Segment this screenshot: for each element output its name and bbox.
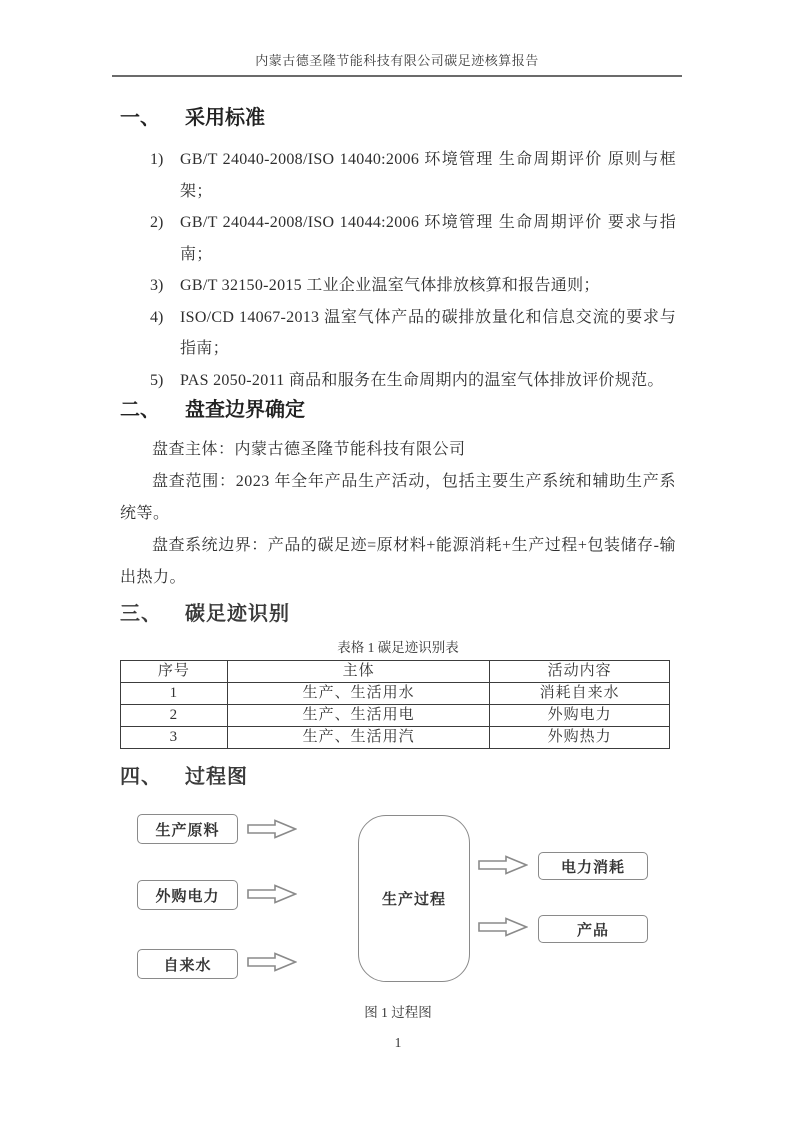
column-header-subject: 主体 [227,661,490,683]
diagram-node-raw-materials: 生产原料 [137,814,238,844]
table-row [121,727,670,749]
section-title: 采用标准 [185,107,265,129]
section-number: 三、 [120,603,162,625]
diagram-node-power-consumption: 电力消耗 [538,852,648,880]
section-heading-boundary [120,396,676,424]
section-heading-standards [120,104,676,132]
item-text: GB/T 32150-2015 工业企业温室气体排放核算和报告通则； [180,277,600,294]
diagram-node-production-process: 生产过程 [358,815,470,982]
item-number: 1) [150,151,164,168]
page-number: 1 [394,1035,402,1050]
page-content [120,96,676,1051]
figure-caption: 图 1 过程图 [364,1005,432,1020]
right-arrow-icon [247,952,297,972]
diagram-node-purchased-power: 外购电力 [137,880,238,910]
standards-list [120,144,676,396]
cell-subject: 生产、生活用水 [227,683,490,705]
item-text: ISO/CD 14067-2013 温室气体产品的碳排放量化和信息交流的要求与指南； [180,308,676,357]
cell-no: 1 [121,683,228,705]
item-number: 4) [150,308,164,326]
process-flow-diagram [120,797,676,999]
right-arrow-icon [478,917,528,937]
section-title: 过程图 [185,766,248,788]
standard-item [120,302,676,365]
right-arrow-icon [247,884,297,904]
boundary-subject-paragraph: 盘查主体：内蒙古德圣隆节能科技有限公司 [152,441,466,458]
diagram-node-tap-water: 自来水 [137,949,238,979]
table-row [121,705,670,727]
column-header-activity: 活动内容 [490,661,670,683]
diagram-node-product: 产品 [538,915,648,943]
standard-item [120,207,676,270]
section-number: 二、 [120,399,160,421]
cell-no: 2 [121,705,228,727]
running-header: 内蒙古德圣隆节能科技有限公司碳足迹核算报告 [112,50,682,77]
standard-item [120,270,676,302]
boundary-scope-paragraph: 盘查范围：2023 年全年产品生产活动，包括主要生产系统和辅助生产系统等。 [120,473,676,522]
table-row [121,683,670,705]
standard-item [120,144,676,207]
section-number: 一、 [120,107,160,129]
section-title: 盘查边界确定 [185,399,305,421]
item-number: 5) [150,371,164,389]
cell-activity: 消耗自来水 [490,683,670,705]
cell-no: 3 [121,727,228,749]
section-heading-identification [120,600,676,628]
item-number: 3) [150,277,164,294]
item-text: PAS 2050-2011 商品和服务在生命周期内的温室气体排放评价规范。 [180,371,664,389]
table-header-row [121,661,670,683]
column-header-no: 序号 [121,661,228,683]
cell-activity: 外购热力 [490,727,670,749]
cell-subject: 生产、生活用电 [227,705,490,727]
footprint-identification-table [120,660,670,749]
boundary-system-paragraph: 盘查系统边界：产品的碳足迹=原材料+能源消耗+生产过程+包装储存-输出热力。 [120,537,676,586]
right-arrow-icon [247,819,297,839]
section-heading-process-diagram [120,763,676,791]
item-text: GB/T 24040-2008/ISO 14040:2006 环境管理 生命周期评价 原则与框架； [180,151,676,200]
cell-activity: 外购电力 [490,705,670,727]
cell-subject: 生产、生活用汽 [227,727,490,749]
item-text: GB/T 24044-2008/ISO 14044:2006 环境管理 生命周期评价 要求与指南； [180,214,676,263]
right-arrow-icon [478,855,528,875]
section-title: 碳足迹识别 [185,603,290,625]
standard-item [120,365,676,397]
section-number: 四、 [120,766,162,788]
item-number: 2) [150,214,164,231]
table-caption: 表格 1 碳足迹识别表 [337,640,459,655]
